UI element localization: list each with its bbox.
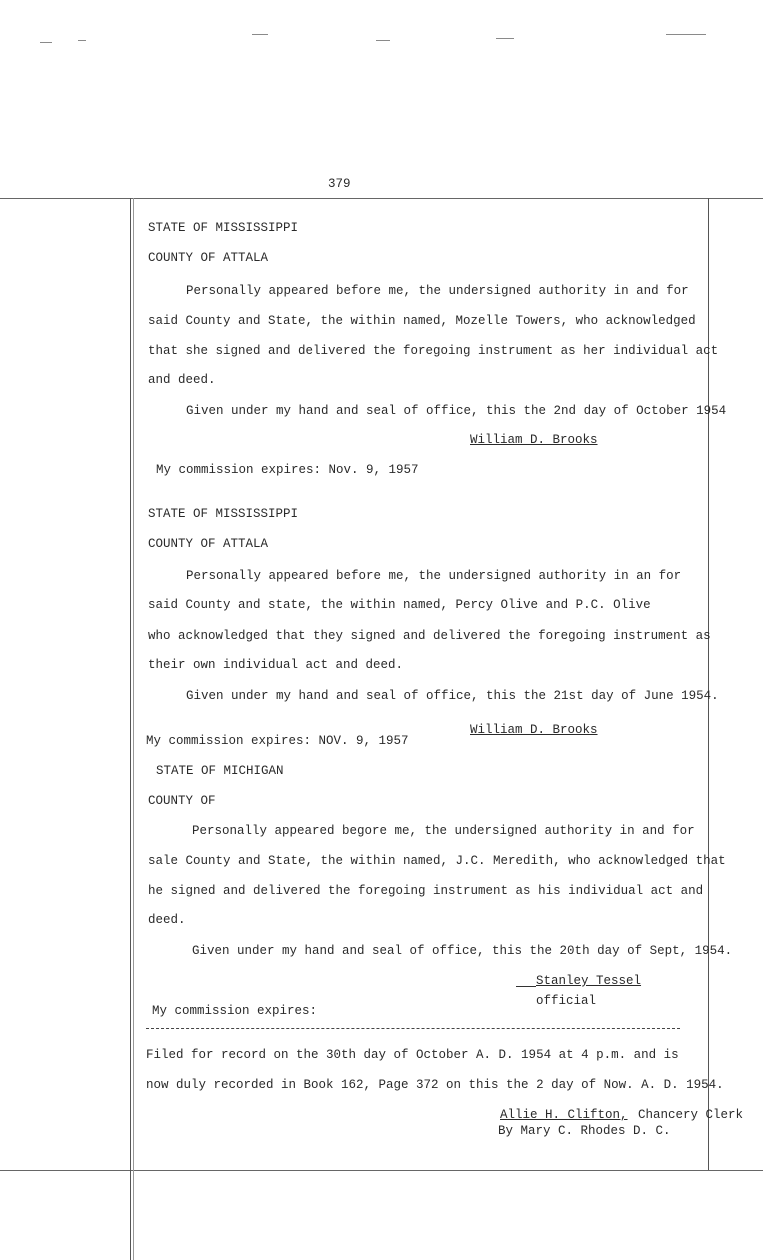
scan-speck [252, 34, 268, 35]
signature-underline-lead [516, 986, 536, 987]
block3-line3: he signed and delivered the foregoing instrument as his individual act and [148, 884, 704, 898]
block1-line4: and deed. [148, 373, 216, 387]
block2-signature: William D. Brooks [470, 723, 598, 737]
footer-rule [0, 1170, 763, 1171]
block1-state: STATE OF MISSISSIPPI [148, 221, 299, 235]
block3-line4: deed. [148, 913, 186, 927]
filing-separator [146, 1028, 680, 1029]
filing-line1: Filed for record on the 30th day of October A. D. 1954 at 4 p.m. and is [146, 1048, 679, 1062]
block2-state: STATE OF MISSISSIPPI [148, 507, 299, 521]
scan-speck [496, 38, 514, 39]
scan-speck [666, 34, 706, 35]
block3-commission: My commission expires: [152, 1004, 318, 1018]
block3-signature: Stanley Tessel [536, 974, 642, 988]
block1-commission: My commission expires: Nov. 9, 1957 [156, 463, 419, 477]
block3-title: official [536, 994, 597, 1008]
block1-signature: William D. Brooks [470, 433, 598, 447]
block3-county: COUNTY OF [148, 794, 216, 808]
block3-line2: sale County and State, the within named, J.C. Meredith, who acknowledged that [148, 854, 726, 868]
page-number: 379 [328, 177, 351, 191]
block1-line1: Personally appeared before me, the undersigned authority in and for [186, 284, 689, 298]
block3-given: Given under my hand and seal of office, this the 20th day of Sept, 1954. [192, 944, 733, 958]
deputy-clerk: By Mary C. Rhodes D. C. [498, 1124, 671, 1138]
block1-line3: that she signed and delivered the foregoing instrument as her individual act [148, 344, 719, 358]
block2-line2: said County and state, the within named, Percy Olive and P.C. Olive [148, 598, 651, 612]
scan-speck [40, 42, 52, 43]
left-margin-rule [130, 198, 131, 1260]
scan-speck [376, 40, 390, 41]
block3-line1: Personally appeared begore me, the undersigned authority in and for [192, 824, 695, 838]
scan-speck [78, 40, 86, 41]
block2-commission: My commission expires: NOV. 9, 1957 [146, 734, 409, 748]
block2-line3: who acknowledged that they signed and delivered the foregoing instrument as [148, 629, 711, 643]
block1-line2: said County and State, the within named, Mozelle Towers, who acknowledged [148, 314, 696, 328]
left-margin-rule-inner [133, 198, 134, 1260]
block2-line1: Personally appeared before me, the undersigned authority in an for [186, 569, 682, 583]
block1-county: COUNTY OF ATTALA [148, 251, 269, 265]
clerk-name: Allie H. Clifton, [500, 1108, 628, 1122]
block3-state: STATE OF MICHIGAN [156, 764, 284, 778]
filing-line2: now duly recorded in Book 162, Page 372 on this the 2 day of Now. A. D. 1954. [146, 1078, 724, 1092]
header-rule [0, 198, 763, 199]
block2-line4: their own individual act and deed. [148, 658, 404, 672]
block2-given: Given under my hand and seal of office, this the 21st day of June 1954. [186, 689, 719, 703]
block2-county: COUNTY OF ATTALA [148, 537, 269, 551]
block1-given: Given under my hand and seal of office, this the 2nd day of October 1954 [186, 404, 727, 418]
clerk-title: Chancery Clerk [638, 1108, 744, 1122]
